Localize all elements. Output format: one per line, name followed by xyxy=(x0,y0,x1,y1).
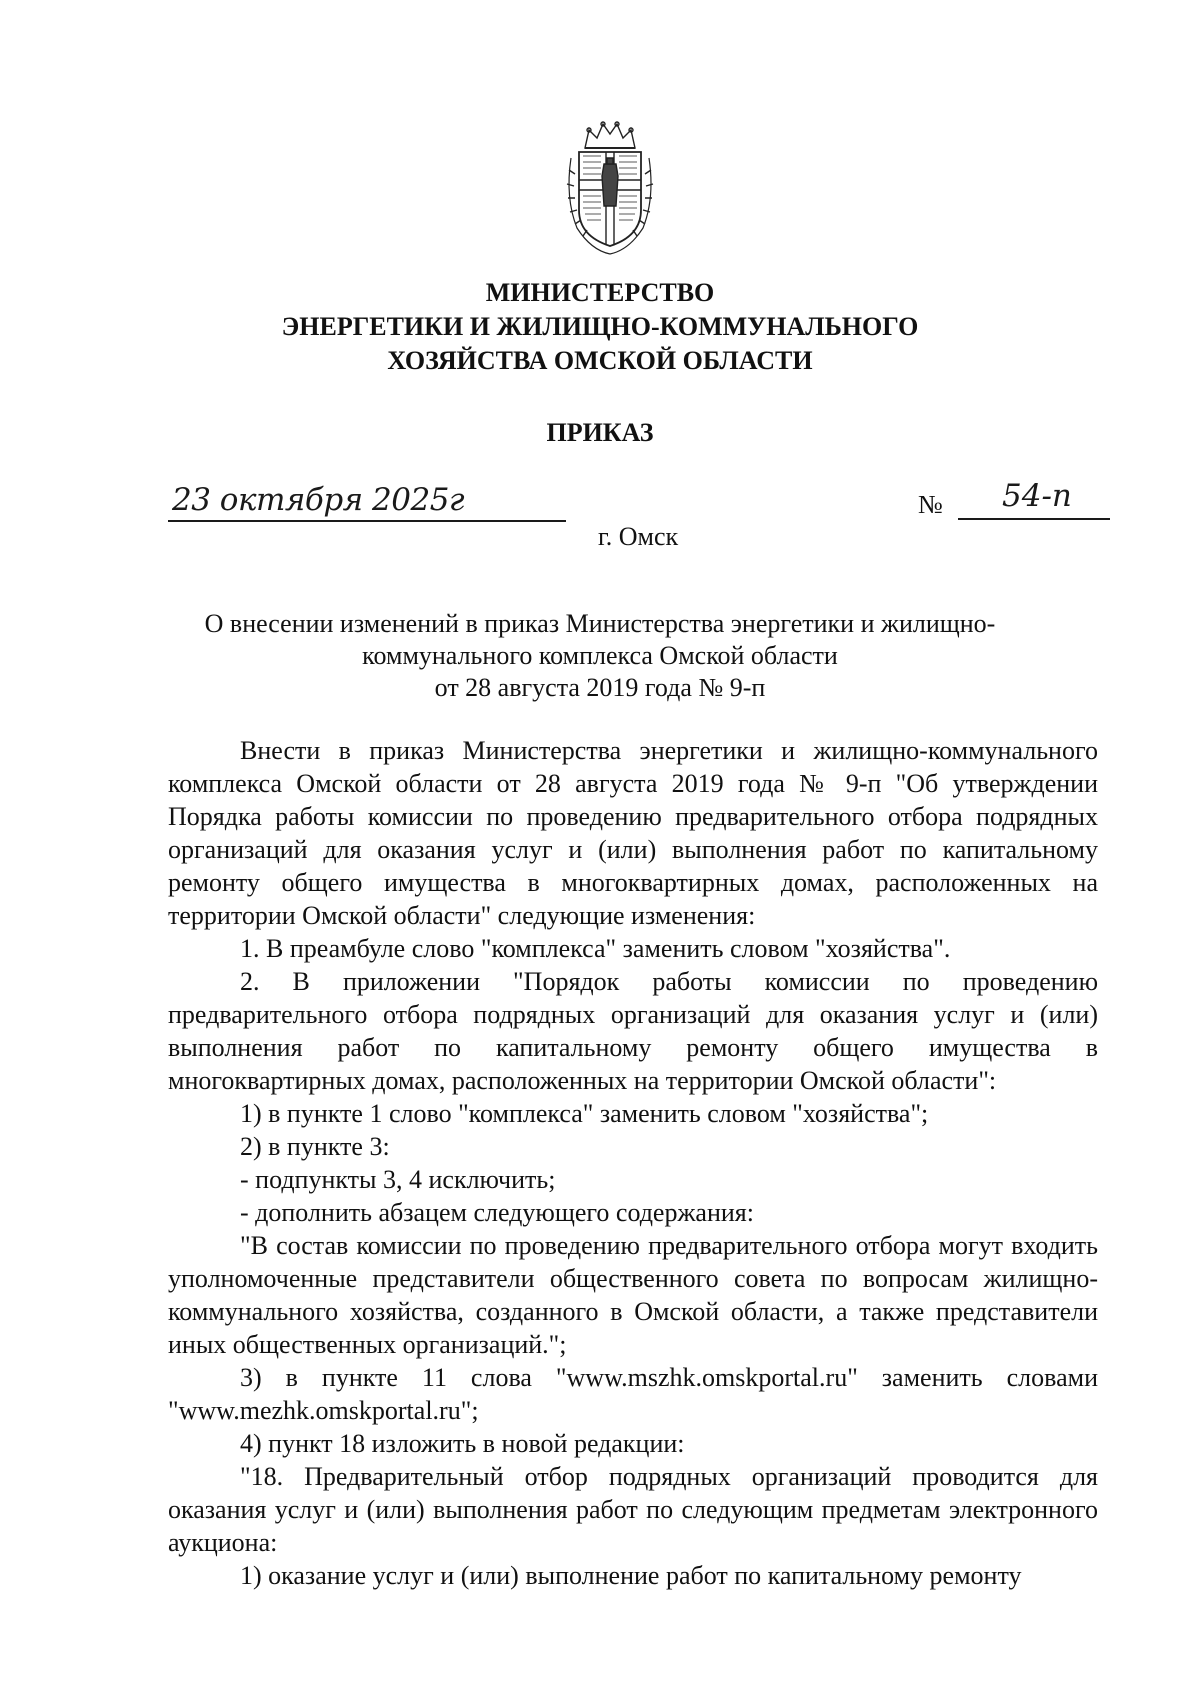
number-sign: № xyxy=(918,490,943,519)
paragraph: "В состав комиссии по проведению предварительного отбора могут входить уполномоченные представители общественного совета по вопросам жилищно-коммунального хозяйства, созданного в Омской области, а также представители иных общественных организаций."; xyxy=(168,1231,1098,1359)
handwritten-date: 23 октября 2025г xyxy=(172,482,465,518)
omsk-coat-of-arms-emblem xyxy=(563,118,657,256)
subject-line-3: от 28 августа 2019 года № 9-п xyxy=(434,673,766,702)
paragraph: 4) пункт 18 изложить в новой редакции: xyxy=(240,1429,685,1458)
document-title: ПРИКАЗ xyxy=(546,418,654,447)
order-subject xyxy=(190,608,1010,704)
date-underline xyxy=(168,520,566,522)
number-underline xyxy=(958,518,1110,520)
paragraph: Внести в приказ Министерства энергетики и жилищно-коммунального комплекса Омской области от 28 августа 2019 года № 9-п "Об утверждении Порядка работы комиссии по проведению предварительного отбора подрядных организаций для оказания услуг и (или) выполнения работ по капитальному ремонту общего имущества в многоквартирных домах, расположенных на территории Омской области" следующие изменения: xyxy=(168,736,1098,930)
subject-line-2: коммунального комплекса Омской области xyxy=(362,641,838,670)
ministry-line-1: МИНИСТЕРСТВО xyxy=(485,278,715,307)
paragraph: 1. В преамбуле слово "комплекса" заменить словом "хозяйства". xyxy=(240,934,951,963)
paragraph: 2. В приложении "Порядок работы комиссии по проведению предварительного отбора подрядных организаций для оказания услуг и (или) выполнения работ по капитальному ремонту общего имущества в многоквартирных домах, расположенных на территории Омской области": xyxy=(168,967,1098,1095)
subject-line-1: О внесении изменений в приказ Министерства энергетики и жилищно- xyxy=(204,609,996,638)
handwritten-order-number: 54-п xyxy=(1002,478,1072,514)
paragraph: 3) в пункте 11 слова "www.mszhk.omskportal.ru" заменить словами "www.mezhk.omskportal.ru"; xyxy=(168,1363,1098,1425)
ministry-line-3: ХОЗЯЙСТВА ОМСКОЙ ОБЛАСТИ xyxy=(387,346,813,375)
paragraph: 1) в пункте 1 слово "комплекса" заменить словом "хозяйства"; xyxy=(240,1099,929,1128)
document-body xyxy=(168,734,1098,1592)
paragraph: "18. Предварительный отбор подрядных организаций проводится для оказания услуг и (или) выполнения работ по следующим предметам электронного аукциона: xyxy=(168,1462,1098,1557)
city: г. Омск xyxy=(598,522,679,551)
paragraph: 1) оказание услуг и (или) выполнение работ по капитальному ремонту xyxy=(240,1561,1022,1590)
paragraph: 2) в пункте 3: xyxy=(240,1132,390,1161)
ministry-name xyxy=(0,276,1200,378)
paragraph: - дополнить абзацем следующего содержания: xyxy=(240,1198,754,1227)
paragraph: - подпункты 3, 4 исключить; xyxy=(240,1165,556,1194)
ministry-line-2: ЭНЕРГЕТИКИ И ЖИЛИЩНО-КОММУНАЛЬНОГО xyxy=(281,312,919,341)
